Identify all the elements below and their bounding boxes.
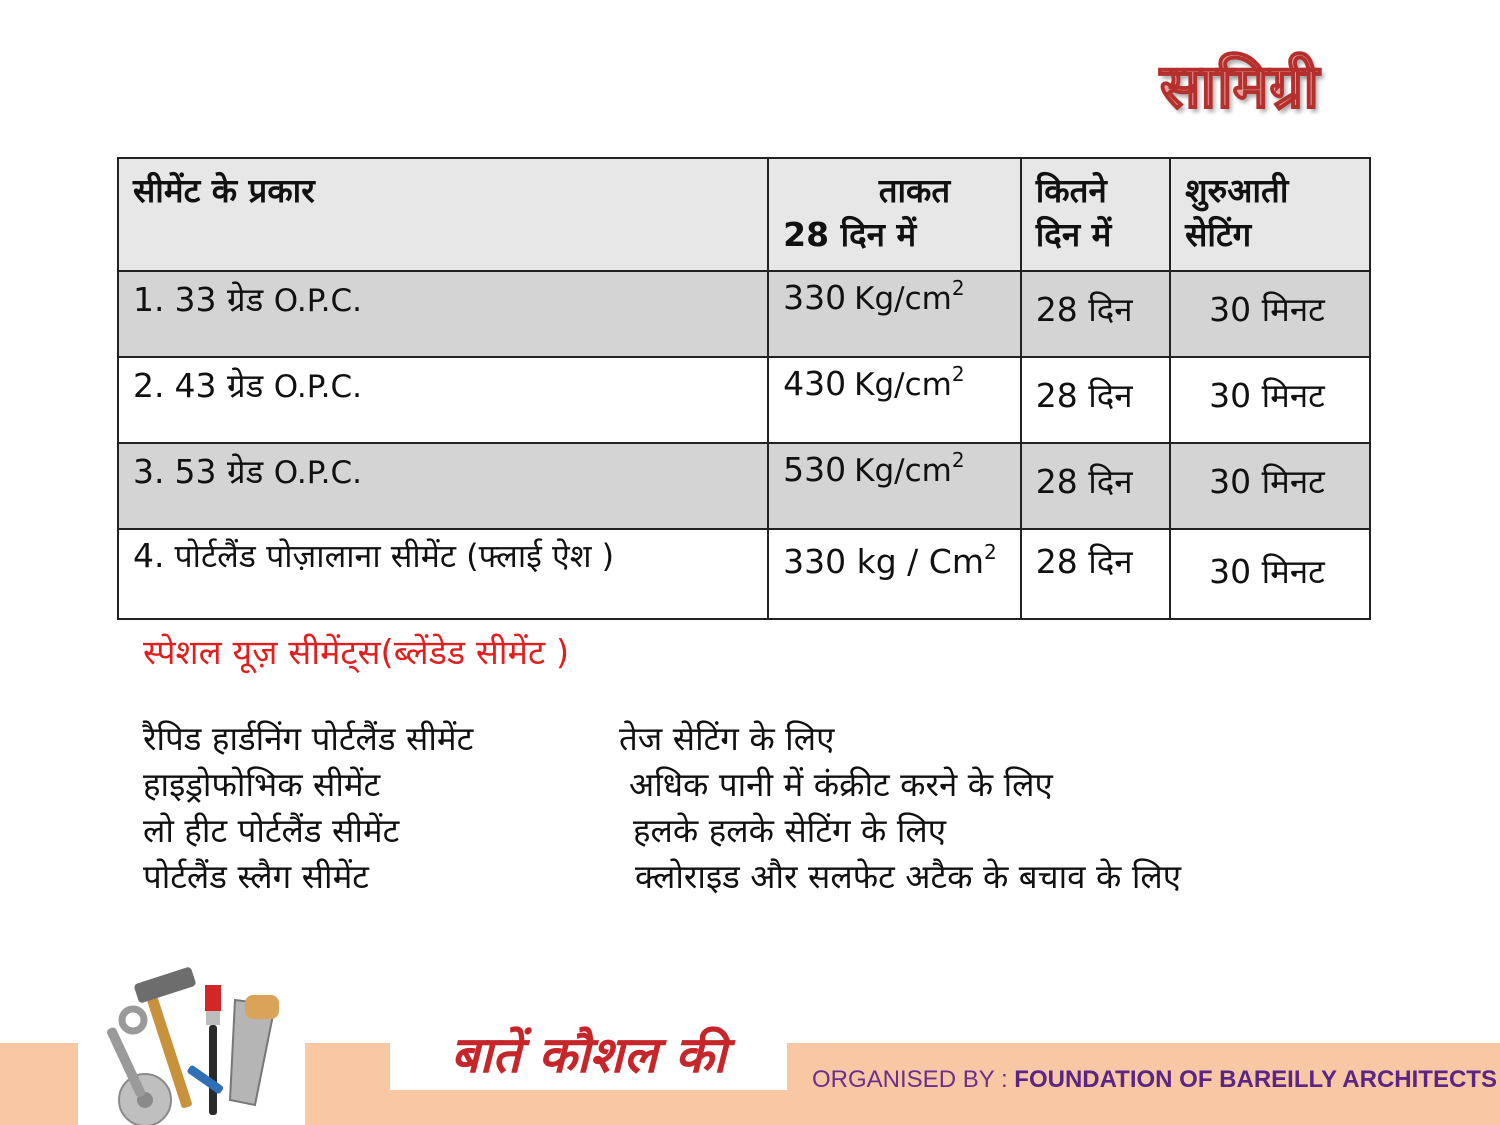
row-number: 2. [133, 366, 165, 405]
header-setting-line2: सेटिंग [1185, 215, 1252, 254]
cell-strength [768, 271, 1021, 357]
table-row [118, 357, 1370, 443]
row-suffix: O.P.C. [273, 283, 362, 319]
row-strength: 530 [783, 450, 847, 489]
organised-by [812, 1066, 1497, 1094]
cement-name: लो हीट पोर्टलैंड सीमेंट [143, 811, 400, 850]
cell-days: 28 दिन [1021, 529, 1170, 619]
row-name: 43 ग्रेड [174, 366, 264, 405]
row-unit-sup: 2 [983, 540, 997, 564]
cell-type [118, 529, 768, 619]
row-suffix: O.P.C. [273, 369, 362, 405]
table-header-row [118, 158, 1370, 271]
row-number: 4. [133, 536, 165, 575]
list-item [143, 715, 1343, 761]
tools-icon [105, 965, 295, 1125]
header-setting [1170, 158, 1370, 271]
cell-setting: 30 मिनट [1170, 357, 1370, 443]
list-item [143, 761, 1343, 807]
cell-strength [768, 443, 1021, 529]
row-strength: 430 [783, 364, 847, 403]
cement-use: क्लोराइड और सलफेट अटैक के बचाव के लिए [635, 857, 1181, 896]
organiser-name: FOUNDATION OF BAREILLY ARCHITECTS [1014, 1066, 1497, 1093]
cell-type [118, 271, 768, 357]
footer-band-left [0, 1043, 78, 1125]
cement-name: हाइड्रोफोभिक सीमेंट [143, 765, 381, 804]
row-strength: 330 [783, 278, 847, 317]
row-unit: Kg/cm [854, 367, 952, 403]
organised-label: ORGANISED BY : [812, 1066, 1015, 1093]
table-row [118, 271, 1370, 357]
header-strength-line1: ताकत [878, 171, 951, 210]
cement-name: पोर्टलैंड स्लैग सीमेंट [143, 857, 369, 896]
cement-use: अधिक पानी में कंक्रीट करने के लिए [629, 765, 1053, 804]
cell-strength [768, 529, 1021, 619]
header-days [1021, 158, 1170, 271]
header-setting-line1: शुरुआती [1185, 171, 1289, 210]
row-number: 3. [133, 452, 165, 491]
cement-name: रैपिड हार्डनिंग पोर्टलैंड सीमेंट [143, 719, 474, 758]
slide-title: सामिग्री [1160, 52, 1320, 122]
header-days-line1: कितने [1035, 171, 1107, 210]
special-use-heading: स्पेशल यूज़ सीमेंट्स(ब्लेंडेड सीमेंट ) [143, 633, 570, 673]
cell-days: 28 दिन [1021, 443, 1170, 529]
cement-use: तेज सेटिंग के लिए [619, 719, 835, 758]
list-item [143, 807, 1343, 853]
header-days-line2: दिन में [1035, 215, 1112, 254]
row-unit: Kg/cm [854, 453, 952, 489]
cell-days: 28 दिन [1021, 357, 1170, 443]
cell-days: 28 दिन [1021, 271, 1170, 357]
row-name: पोर्टलैंड पोज़ालाना सीमेंट (फ्लाई ऐश ) [174, 537, 615, 575]
cement-types-table [117, 157, 1371, 620]
row-unit: Kg/cm [854, 281, 952, 317]
cell-type [118, 443, 768, 529]
header-strength-line2: 28 दिन में [783, 215, 917, 254]
special-use-list [143, 715, 1343, 899]
cell-type [118, 357, 768, 443]
header-type: सीमेंट के प्रकार [118, 158, 768, 271]
header-strength [768, 158, 1021, 271]
table-row [118, 443, 1370, 529]
row-number: 1. [133, 280, 165, 319]
cell-setting: 30 मिनट [1170, 443, 1370, 529]
row-unit-sup: 2 [951, 362, 965, 386]
row-suffix: O.P.C. [273, 455, 362, 491]
row-name: 33 ग्रेड [174, 280, 264, 319]
cell-strength [768, 357, 1021, 443]
cell-setting: 30 मिनट [1170, 529, 1370, 619]
cement-use: हलके हलके सेटिंग के लिए [633, 811, 947, 850]
cell-setting: 30 मिनट [1170, 271, 1370, 357]
table-row [118, 529, 1370, 619]
row-name: 53 ग्रेड [174, 452, 264, 491]
row-strength: 330 kg / Cm [783, 542, 984, 581]
list-item [143, 853, 1343, 899]
row-unit-sup: 2 [951, 276, 965, 300]
brand-logo-text: बातें कौशल की [390, 1020, 787, 1090]
row-unit-sup: 2 [951, 448, 965, 472]
